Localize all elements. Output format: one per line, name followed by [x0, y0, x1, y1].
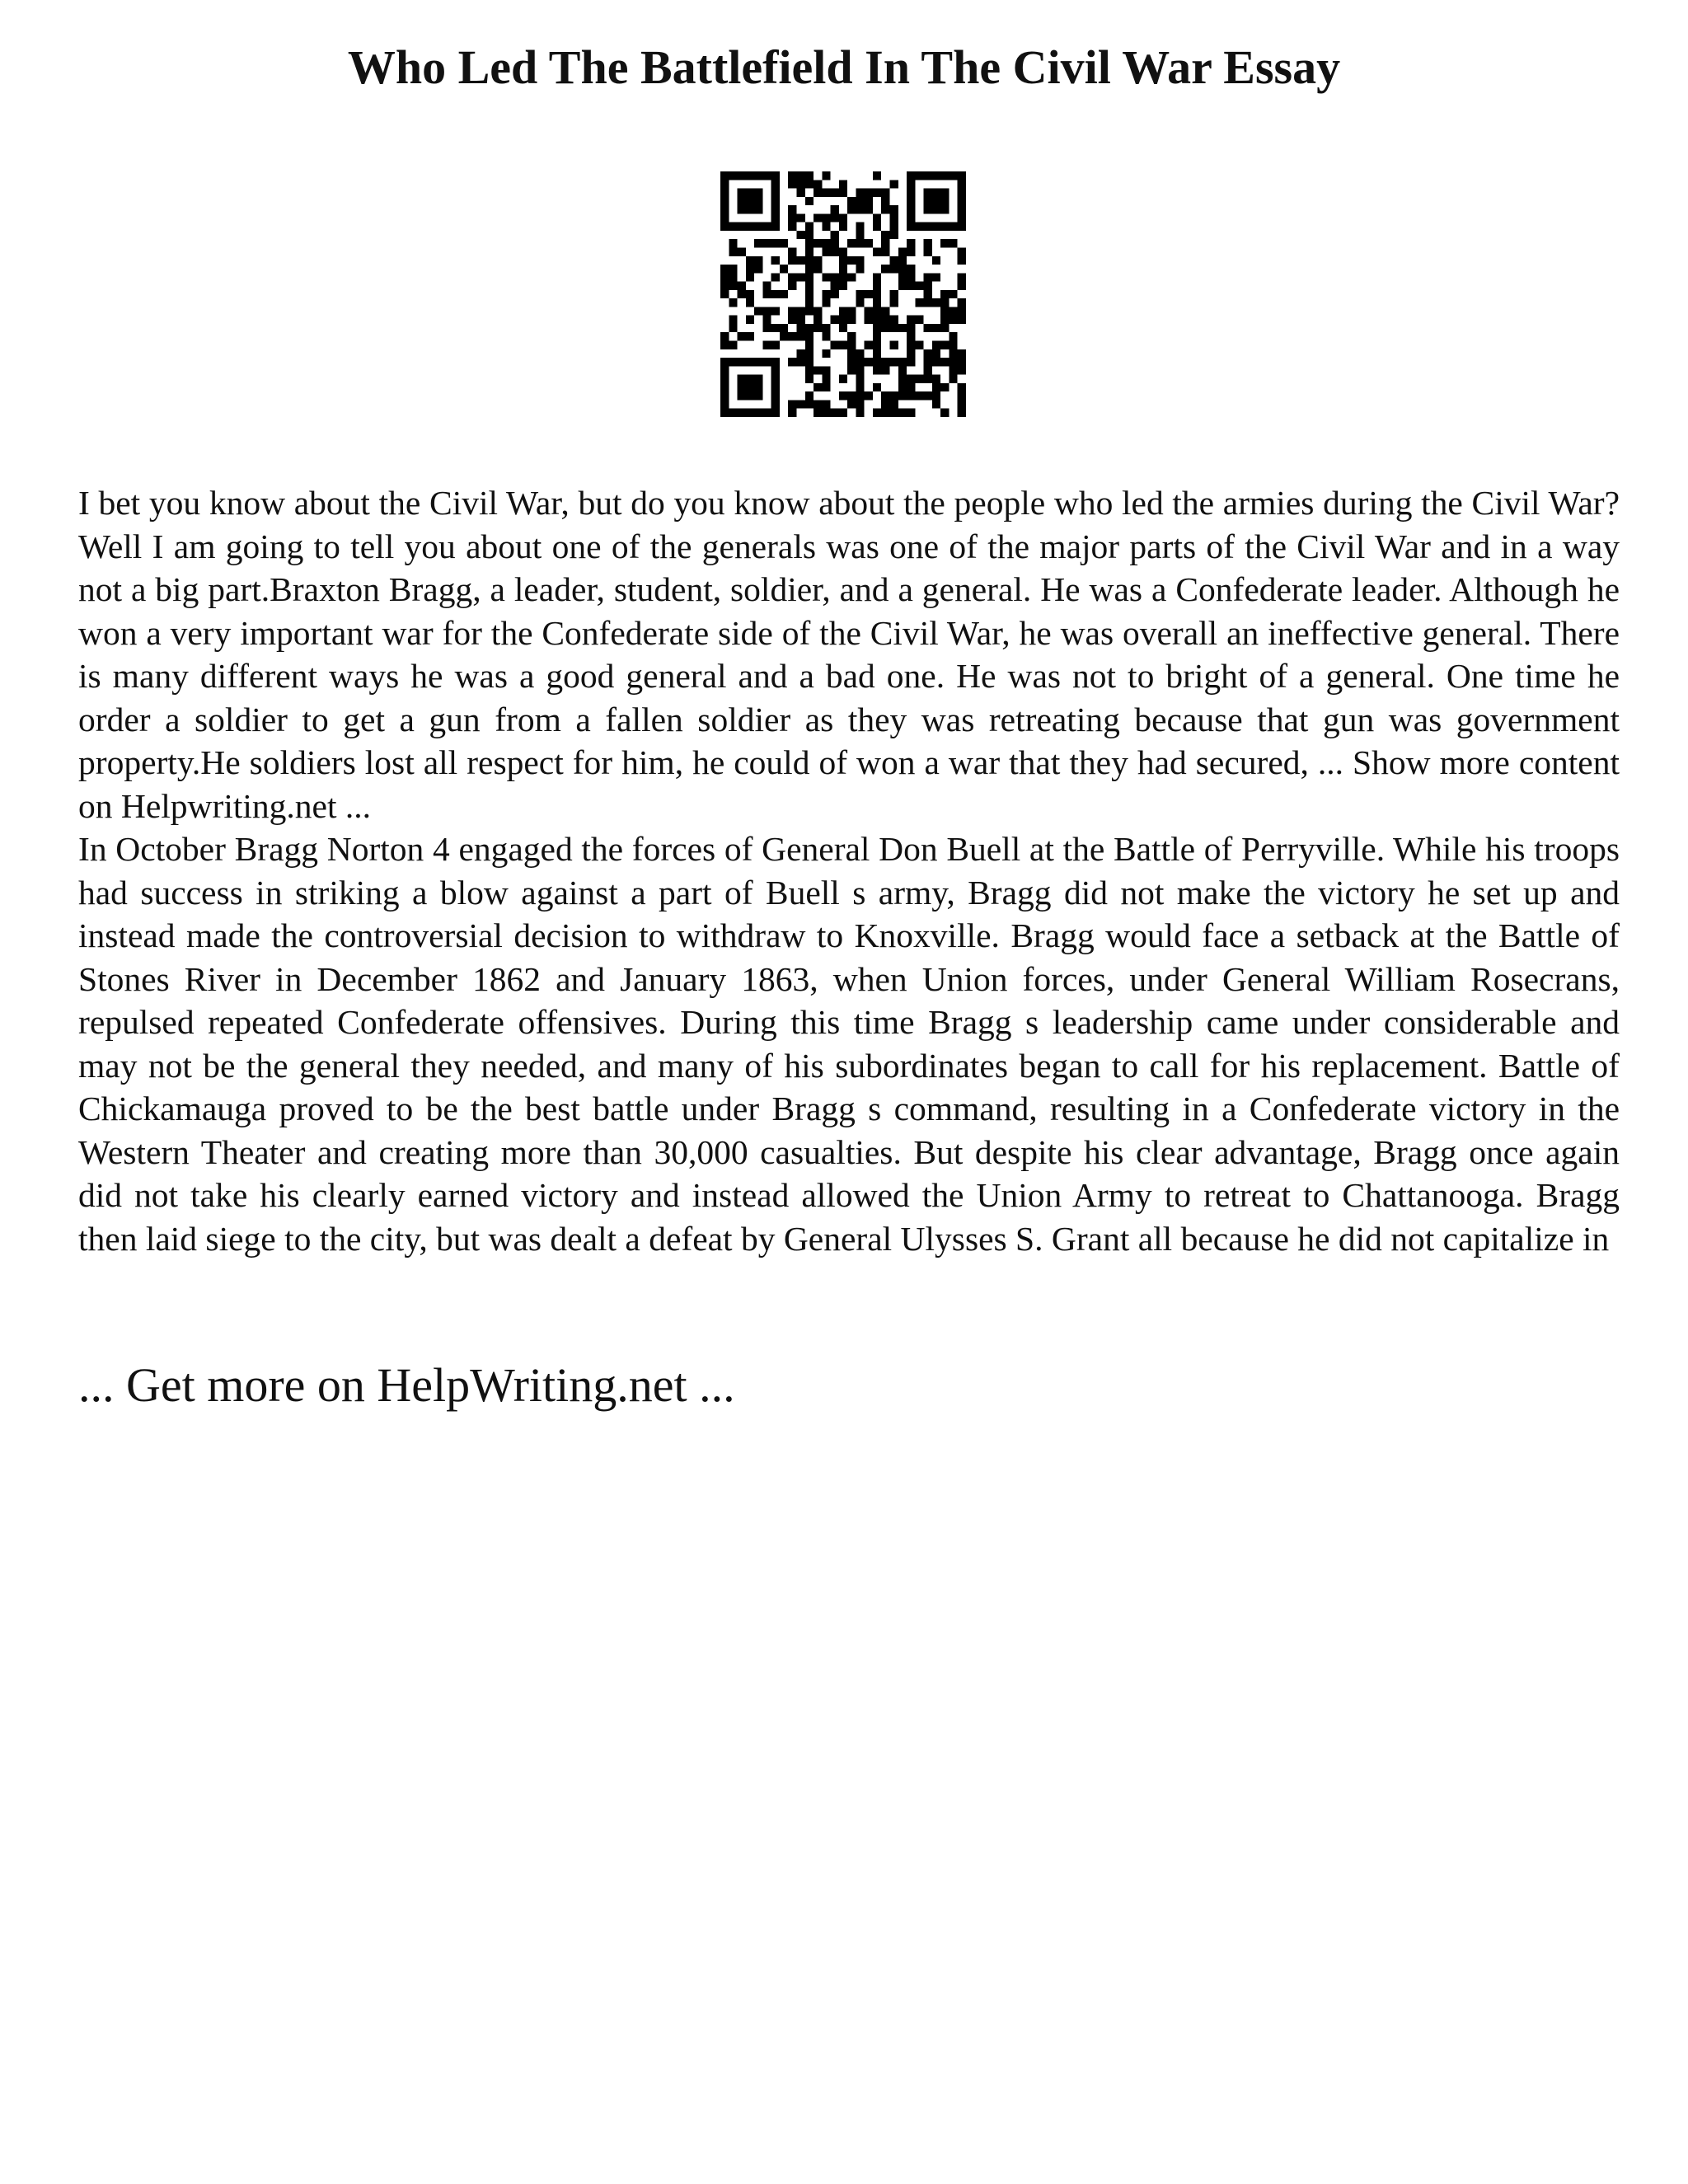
- essay-body: [78, 481, 1620, 1260]
- page-title: Who Led The Battlefield In The Civil War Essay: [347, 40, 1341, 94]
- qr-code-icon: [720, 171, 966, 417]
- essay-paragraph-2: In October Bragg Norton 4 engaged the forces of General Don Buell at the Battle of Perryville. While his troops had success in striking a blow against a part of Buell s army, Bragg did not make the victory he set up and instead made the controversial decision to withdraw to Knoxville. Bragg would face a setback at the Battle of Stones River in December 1862 and January 1863, when Union forces, under General William Rosecrans, repulsed repeated Confederate offensives. During this time Bragg s leadership came under considerable and may not be the general they needed, and many of his subordinates began to call for his replacement. Battle of Chickamauga proved to be the best battle under Bragg s command, resulting in a Confederate victory in the Western Theater and creating more than 30,000 casualties. But despite his clear advantage, Bragg once again did not take his clearly earned victory and instead allowed the Union Army to retreat to Chattanooga. Bragg then laid siege to the city, but was dealt a defeat by General Ulysses S. Grant all because he did not capitalize in: [78, 830, 1620, 1258]
- essay-paragraph-1: I bet you know about the Civil War, but do you know about the people who led the armies during the Civil War? Well I am going to tell you about one of the generals was one of the major parts of the Civil War and in a way not a big part.Braxton Bragg, a leader, student, soldier, and a general. He was a Confederate leader. Although he won a very important war for the Confederate side of the Civil War, he was overall an ineffective general. There is many different ways he was a good general and a bad one. He was not to bright of a general. One time he order a soldier to get a gun from a fallen soldier as they was retreating because that gun was government property.He soldiers lost all respect for him, he could of won a war that they had secured, ... Show more content on Helpwriting.net ...: [78, 484, 1620, 825]
- get-more-link[interactable]: ... Get more on HelpWriting.net ...: [78, 1358, 735, 1412]
